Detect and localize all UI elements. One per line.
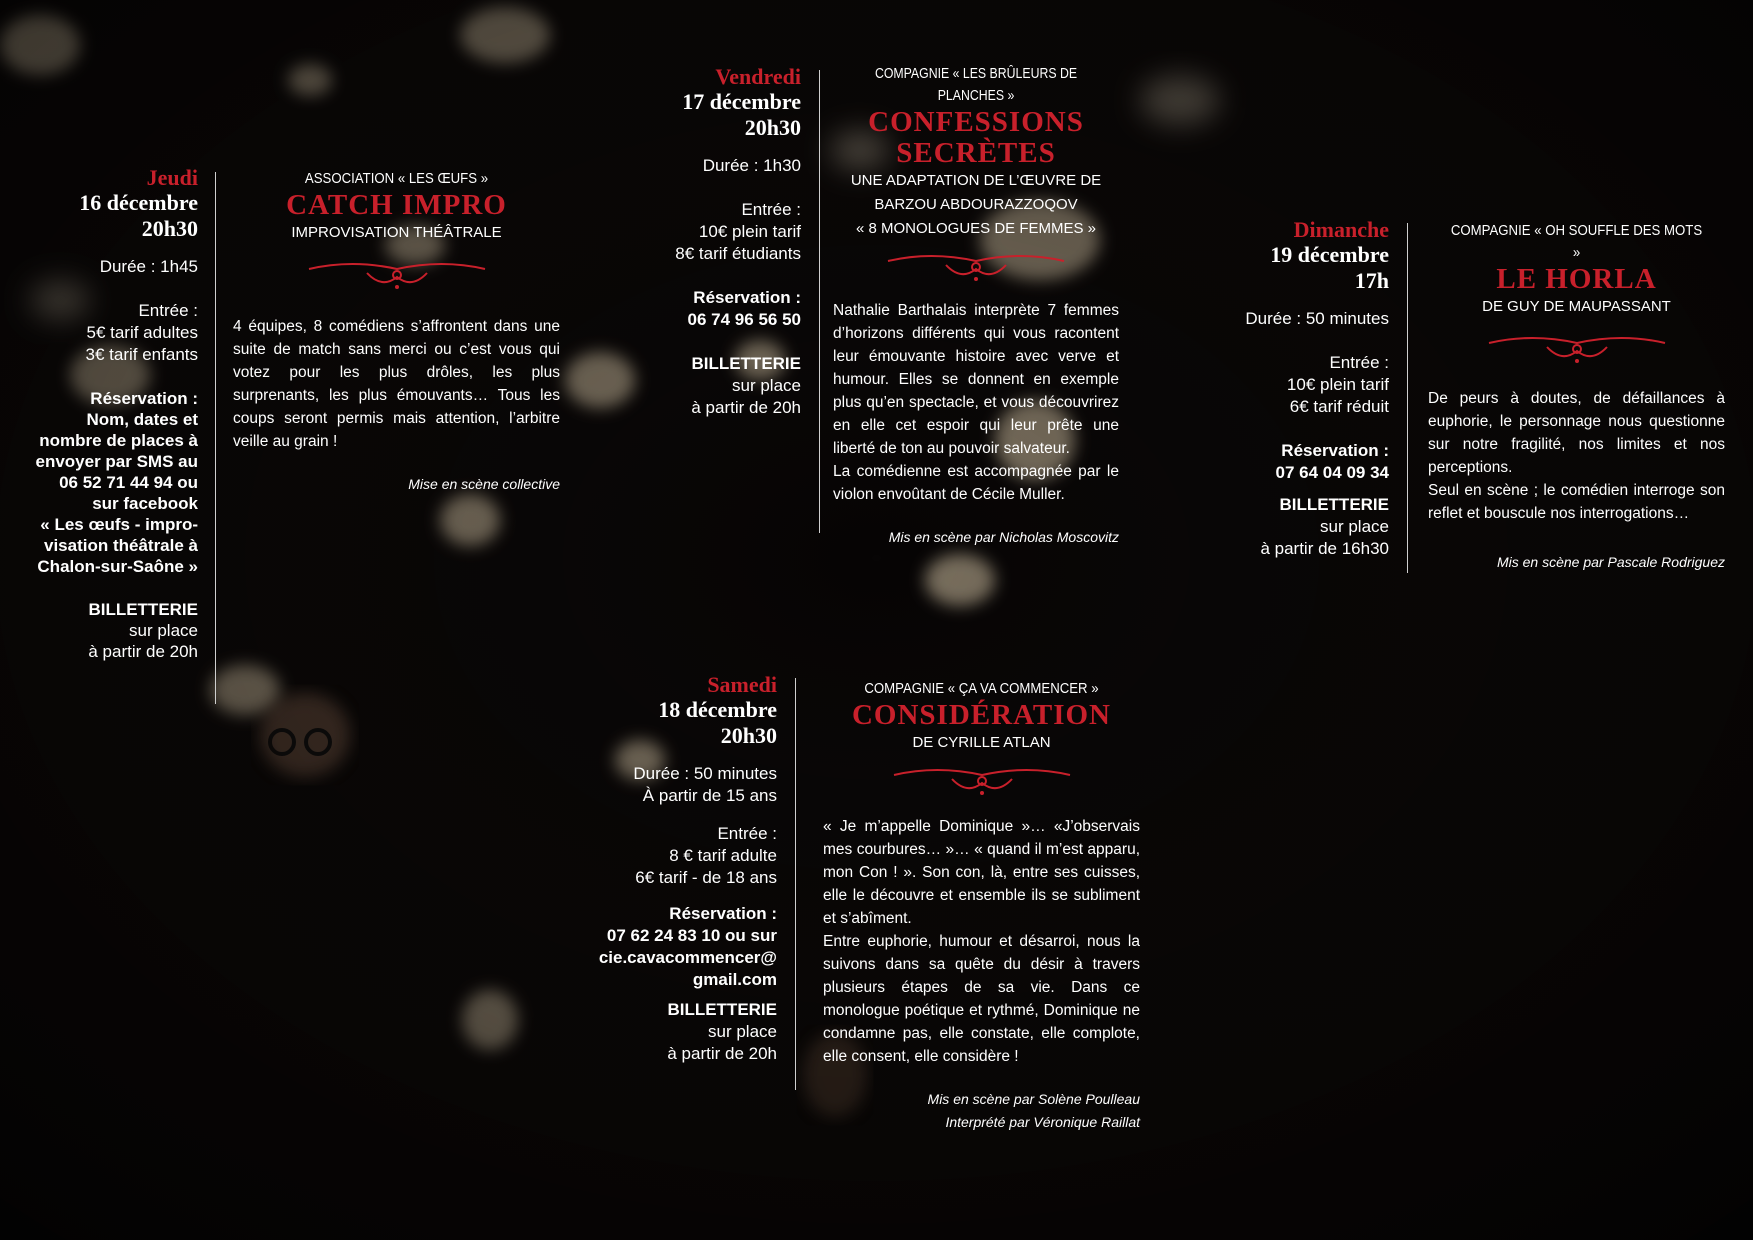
event-credit <box>233 473 560 496</box>
event-credit <box>833 526 1119 549</box>
event-time: 20h30 <box>720 723 777 748</box>
entry-label: Entrée : <box>138 301 198 320</box>
price: 8 € tarif adulte <box>669 846 777 865</box>
ticket-line: à partir de 20h <box>88 642 198 661</box>
event-day: Dimanche <box>1293 217 1389 242</box>
event-title: CONFESSIONS <box>868 106 1084 138</box>
credit-line: Interprété par Véronique Raillat <box>945 1114 1140 1130</box>
credit-line: Mis en scène par Pascale Rodriguez <box>1496 554 1725 570</box>
event-info-samedi <box>570 673 777 1087</box>
reservation-line: 06 52 71 44 94 ou <box>59 473 198 492</box>
ornament-icon <box>892 761 1072 801</box>
price: 8€ tarif étudiants <box>675 244 801 263</box>
entry-label: Entrée : <box>717 824 777 843</box>
event-subtitle: DE CYRILLE ATLAN <box>912 734 1051 751</box>
event-time: 17h <box>1354 268 1389 293</box>
event-subtitle: IMPROVISATION THÉÂTRALE <box>291 224 502 241</box>
event-body <box>233 315 560 453</box>
reservation-line: visation théâtrale à <box>43 536 198 555</box>
event-title: SECRÈTES <box>896 137 1056 169</box>
event-title: CONSIDÉRATION <box>851 699 1111 731</box>
ticket-label: BILLETTERIE <box>1279 495 1389 514</box>
reservation-line: envoyer par SMS au <box>35 452 198 471</box>
price: 3€ tarif enfants <box>85 345 198 364</box>
price: 10€ plein tarif <box>1286 375 1389 394</box>
event-company: ASSOCIATION « LES ŒUFS » <box>304 170 489 187</box>
event-duration: À partir de 15 ans <box>642 786 777 805</box>
body-paragraph: La comédienne est accompagnée par le violon envoûtant de Cécile Muller. <box>833 463 1119 503</box>
entry-label: Entrée : <box>741 200 801 219</box>
event-info-dimanche <box>1180 218 1389 582</box>
body-paragraph: « Je m’appelle Dominique »… «J’observais mes courbures… »… « quand il m’est apparu, mon Con ! ». Son con, là, entre ses cuisses, elle le découvre et ensemble ils se subliment et s’abîment. <box>823 818 1140 927</box>
ornament-icon <box>886 247 1066 287</box>
reservation-line: 07 62 24 83 10 ou sur <box>606 926 777 945</box>
event-description-vendredi <box>833 63 1119 549</box>
reservation-label: Réservation : <box>669 904 777 923</box>
entry-label: Entrée : <box>1329 353 1389 372</box>
event-description-samedi <box>823 678 1140 1134</box>
event-date: 18 décembre <box>658 697 777 722</box>
body-paragraph: Nathalie Barthalais interprète 7 femmes d’horizons différents qui vous racontent leur émouvante histoire avec verve et humour. Elles se donnent en exemple plus qu’en spectacle, et vous découvrirez en elle cet espoir qui leur prête une liberté de ton au pouvoir salvateur. <box>833 302 1119 457</box>
event-time: 20h30 <box>744 115 801 140</box>
event-date: 19 décembre <box>1270 242 1389 267</box>
event-body <box>833 299 1119 506</box>
price: 6€ tarif - de 18 ans <box>635 868 777 887</box>
ticket-line: sur place <box>1320 517 1389 536</box>
reservation-label: Réservation : <box>90 389 198 408</box>
event-info-vendredi <box>600 65 801 441</box>
event-time: 20h30 <box>141 216 198 241</box>
ticket-line: sur place <box>732 376 801 395</box>
event-duration: Durée : 1h45 <box>99 257 198 276</box>
event-info-jeudi <box>0 166 198 684</box>
event-company: COMPAGNIE « LES BRÛLEURS DE PLANCHES » <box>874 65 1078 104</box>
reservation-label: Réservation : <box>693 288 801 307</box>
ticket-label: BILLETTERIE <box>667 1000 777 1019</box>
ticket-line: sur place <box>129 621 198 640</box>
ticket-line: à partir de 20h <box>667 1044 777 1063</box>
price: 10€ plein tarif <box>698 222 801 241</box>
reservation-line: « Les œufs - impro- <box>40 515 198 534</box>
price: 5€ tarif adultes <box>86 323 198 342</box>
event-description-dimanche <box>1428 220 1725 574</box>
divider-line <box>795 678 796 1090</box>
reservation-line: nombre de places à <box>39 431 198 450</box>
ticket-line: à partir de 20h <box>691 398 801 417</box>
event-date: 17 décembre <box>682 89 801 114</box>
reservation-line: 07 64 04 09 34 <box>1275 463 1389 482</box>
event-duration: Durée : 50 minutes <box>1245 309 1389 328</box>
event-subtitle: UNE ADAPTATION DE L’ŒUVRE DE <box>850 172 1102 189</box>
event-day: Samedi <box>707 672 777 697</box>
body-paragraph: 4 équipes, 8 comédiens s’affrontent dans une suite de match sans merci ou c’est vous qui votez pour les plus drôles, les plus surprenants, les plus émouvants… Tous les coups seront permis mais attention, l’arbitre veille au grain ! <box>233 318 560 450</box>
event-subtitle: « 8 MONOLOGUES DE FEMMES » <box>855 220 1097 237</box>
event-body <box>823 815 1140 1068</box>
event-day: Jeudi <box>146 165 198 190</box>
event-company: COMPAGNIE « OH SOUFFLE DES MOTS » <box>1450 222 1703 261</box>
event-company: COMPAGNIE « ÇA VA COMMENCER » <box>864 680 1099 697</box>
event-duration: Durée : 1h30 <box>702 156 801 175</box>
ticket-line: sur place <box>708 1022 777 1041</box>
credit-line: Mis en scène par Solène Poulleau <box>927 1091 1140 1107</box>
credit-line: Mise en scène collective <box>408 476 560 492</box>
event-duration: Durée : 50 minutes <box>633 764 777 783</box>
ticket-label: BILLETTERIE <box>88 600 198 619</box>
event-subtitle: BARZOU ABDOURAZZOQOV <box>874 196 1078 213</box>
body-paragraph: Entre euphorie, humour et désarroi, nous la suivons dans sa quête du désir à travers plusieurs étapes de sa vie. Dans ce monologue poétique et rythmé, Dominique ne condamne pas, elle constate, elle complote, elle consent, elle considère ! <box>823 933 1140 1065</box>
ticket-label: BILLETTERIE <box>691 354 801 373</box>
ornament-icon <box>307 255 487 295</box>
divider-line <box>819 70 820 533</box>
body-paragraph: Seul en scène ; le comédien interroge son reflet et bouscule nos interrogations… <box>1428 482 1725 522</box>
ornament-icon <box>1487 329 1667 369</box>
event-description-jeudi <box>233 168 560 496</box>
reservation-line: 06 74 96 56 50 <box>687 310 801 329</box>
event-subtitle: DE GUY DE MAUPASSANT <box>1482 298 1671 315</box>
divider-line <box>1407 223 1408 573</box>
ticket-line: à partir de 16h30 <box>1260 539 1389 558</box>
reservation-label: Réservation : <box>1281 441 1389 460</box>
price: 6€ tarif réduit <box>1289 397 1389 416</box>
event-day: Vendredi <box>715 64 801 89</box>
event-date: 16 décembre <box>79 190 198 215</box>
event-title: CATCH IMPRO <box>286 189 507 221</box>
event-credit <box>1428 551 1725 574</box>
reservation-line: Chalon-sur-Saône » <box>37 557 198 576</box>
reservation-line: Nom, dates et <box>86 410 198 429</box>
event-credit <box>823 1088 1140 1134</box>
credit-line: Mis en scène par Nicholas Moscovitz <box>888 529 1119 545</box>
reservation-line: gmail.com <box>692 970 777 989</box>
body-paragraph: De peurs à doutes, de défaillances à euphorie, le personnage nous questionne sur notre fragilité, nos limites et nos perceptions. <box>1428 390 1725 476</box>
reservation-line: sur facebook <box>92 494 198 513</box>
reservation-line: cie.cavacommencer@ <box>598 948 777 967</box>
event-body <box>1428 387 1725 525</box>
divider-line <box>215 172 216 704</box>
event-title: LE HORLA <box>1496 263 1657 295</box>
